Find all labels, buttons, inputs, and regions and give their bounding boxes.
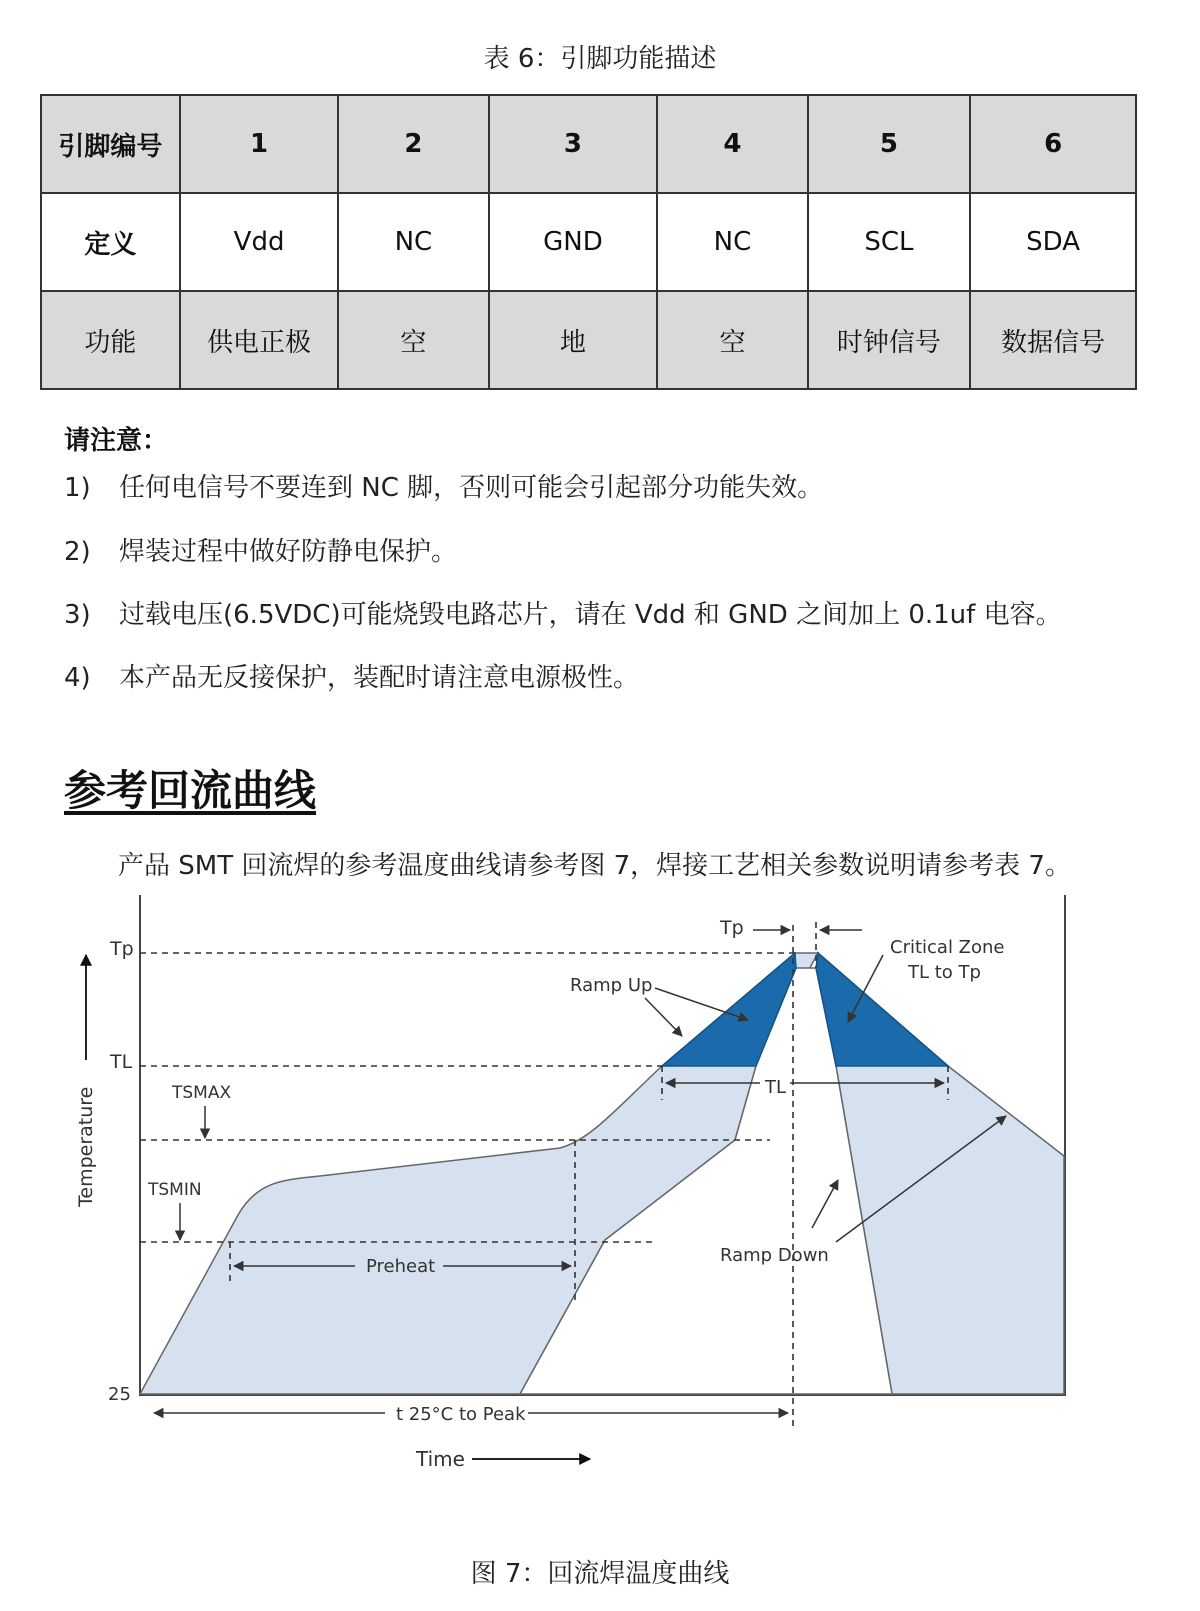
critical-zone-label: Critical Zone	[890, 937, 1005, 958]
ambient-level-label: 25	[108, 1384, 131, 1405]
note-item	[64, 594, 1062, 631]
table-cell: 地	[489, 291, 658, 389]
tp-duration-label: Tp	[720, 917, 744, 939]
note-text: 过载电压(6.5VDC)可能烧毁电路芯片，请在 Vdd 和 GND 之间加上 0.1uf 电容。	[119, 600, 1062, 630]
ramp-up-label: Ramp Up	[570, 975, 653, 996]
table-cell: 定义	[41, 193, 180, 291]
table-cell: 6	[970, 95, 1136, 193]
table-cell: 数据信号	[970, 291, 1136, 389]
table-caption: 表 6：引脚功能描述	[483, 44, 717, 74]
table-cell: 空	[657, 291, 807, 389]
table-cell: 3	[489, 95, 658, 193]
y-axis-label: Temperature	[75, 1086, 97, 1207]
note-number: 4)	[64, 663, 91, 693]
table-cell: 供电正极	[180, 291, 339, 389]
table-cell: 引脚编号	[41, 95, 180, 193]
tsmin-level-label: TSMIN	[148, 1180, 202, 1200]
table-cell: NC	[338, 193, 488, 291]
table-cell: SCL	[808, 193, 971, 291]
table-cell: 2	[338, 95, 488, 193]
tl-duration-label: TL	[765, 1077, 787, 1098]
table-cell: GND	[489, 193, 658, 291]
table-cell: 空	[338, 291, 488, 389]
table-cell: 时钟信号	[808, 291, 971, 389]
critical-zone-sublabel: TL to Tp	[908, 962, 981, 983]
notes-title: 请注意：	[64, 426, 169, 456]
ramp-down-label: Ramp Down	[720, 1245, 829, 1266]
table-cell: 5	[808, 95, 971, 193]
table-cell: 1	[180, 95, 339, 193]
pin-function-table	[40, 94, 1137, 390]
table-cell: Vdd	[180, 193, 339, 291]
table-cell: SDA	[970, 193, 1136, 291]
table-cell: NC	[657, 193, 807, 291]
table-row-definition	[41, 193, 1136, 291]
note-item	[64, 657, 639, 694]
ramp-up-arrow-2	[645, 998, 682, 1036]
note-number: 2)	[64, 537, 91, 567]
note-text: 任何电信号不要连到 NC 脚，否则可能会引起部分功能失效。	[119, 473, 824, 503]
reflow-profile-figure	[70, 895, 1100, 1545]
table-row-function	[41, 291, 1136, 389]
table-cell: 4	[657, 95, 807, 193]
figure-caption: 图 7：回流焊温度曲线	[470, 1559, 730, 1589]
time-to-peak-label: t 25°C to Peak	[396, 1404, 526, 1425]
x-axis-label: Time	[416, 1447, 465, 1471]
intro-paragraph: 产品 SMT 回流焊的参考温度曲线请参考图 7，焊接工艺相关参数说明请参考表 7。	[118, 851, 1071, 881]
table-cell: 功能	[41, 291, 180, 389]
note-item	[64, 531, 457, 568]
tsmax-level-label: TSMAX	[172, 1083, 232, 1103]
note-number: 3)	[64, 600, 91, 630]
note-text: 焊装过程中做好防静电保护。	[119, 537, 458, 567]
note-item	[64, 467, 823, 504]
note-number: 1)	[64, 473, 91, 503]
table-row-pin-number	[41, 95, 1136, 193]
tp-level-label: Tp	[110, 938, 134, 960]
tl-level-label: TL	[110, 1051, 133, 1073]
note-text: 本产品无反接保护，装配时请注意电源极性。	[119, 663, 640, 693]
section-title: 参考回流曲线	[64, 766, 317, 815]
preheat-label: Preheat	[366, 1256, 436, 1277]
